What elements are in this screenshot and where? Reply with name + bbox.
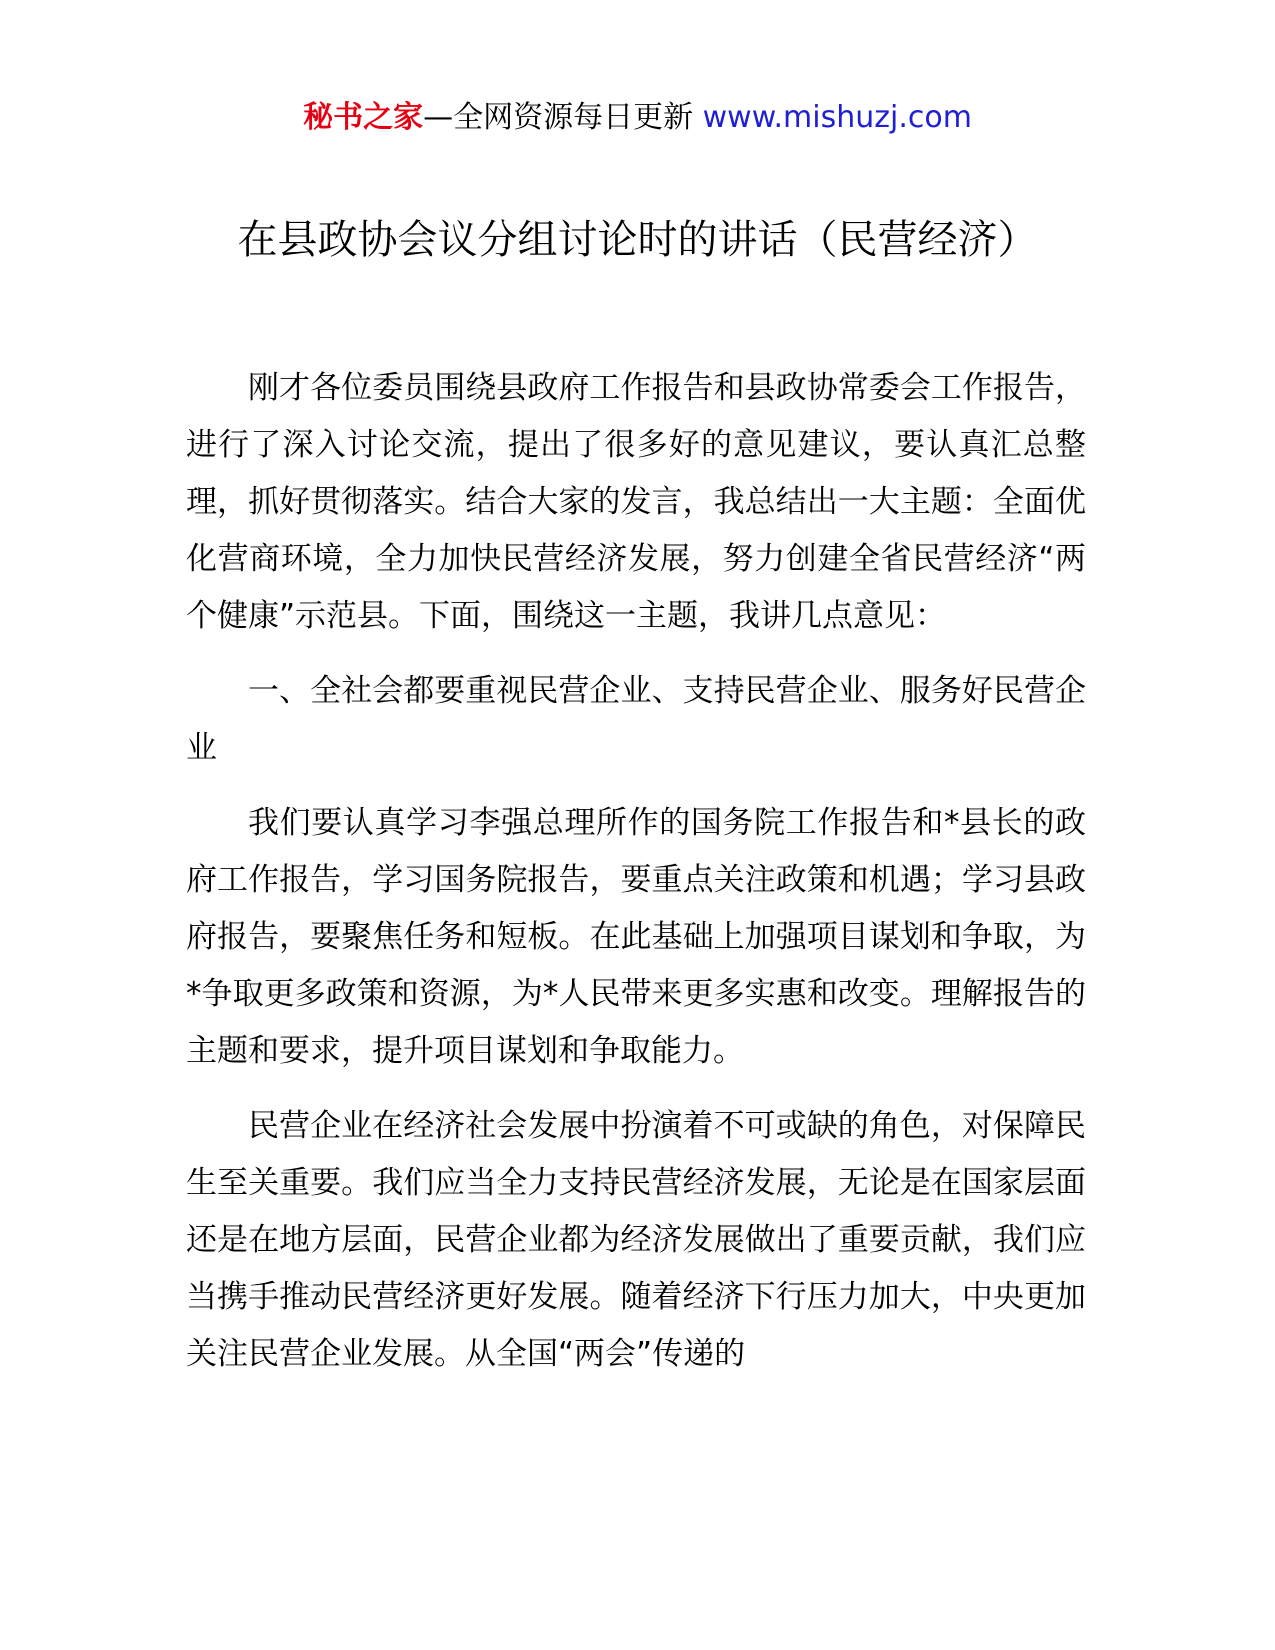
document-body [186, 360, 1086, 1401]
paragraph-intro: 刚才各位委员围绕县政府工作报告和县政协常委会工作报告，进行了深入讨论交流，提出了很多好的意见建议，要认真汇总整理，抓好贯彻落实。结合大家的发言，我总结出一大主题：全面优化营商环境，全力加快民营经济发展，努力创建全省民营经济“两个健康”示范县。下面，围绕这一主题，我讲几点意见： [186, 370, 1086, 634]
paragraph-private-enterprise: 民营企业在经济社会发展中扮演着不可或缺的角色，对保障民生至关重要。我们应当全力支持民营经济发展，无论是在国家层面还是在地方层面，民营企业都为经济发展做出了重要贡献，我们应当携手推动民营经济更好发展。随着经济下行压力加大，中央更加关注民营企业发展。从全国“两会”传递的 [186, 1108, 1086, 1372]
paragraph-study-reports: 我们要认真学习李强总理所作的国务院工作报告和*县长的政府工作报告，学习国务院报告，要重点关注政策和机遇；学习县政府报告，要聚焦任务和短板。在此基础上加强项目谋划和争取，为*争取更多政策和资源，为*人民带来更多实惠和改变。理解报告的主题和要求，提升项目谋划和争取能力。 [186, 805, 1086, 1069]
site-header [0, 96, 1275, 140]
section-heading-1: 一、全社会都要重视民营企业、支持民营企业、服务好民营企业 [186, 673, 1086, 766]
site-url-link[interactable]: www.mishuzj.com [702, 100, 972, 135]
site-tagline: —全网资源每日更新 [423, 100, 703, 135]
document-title: 在县政协会议分组讨论时的讲话（民营经济） [237, 217, 1038, 263]
site-brand: 秘书之家 [303, 100, 424, 135]
